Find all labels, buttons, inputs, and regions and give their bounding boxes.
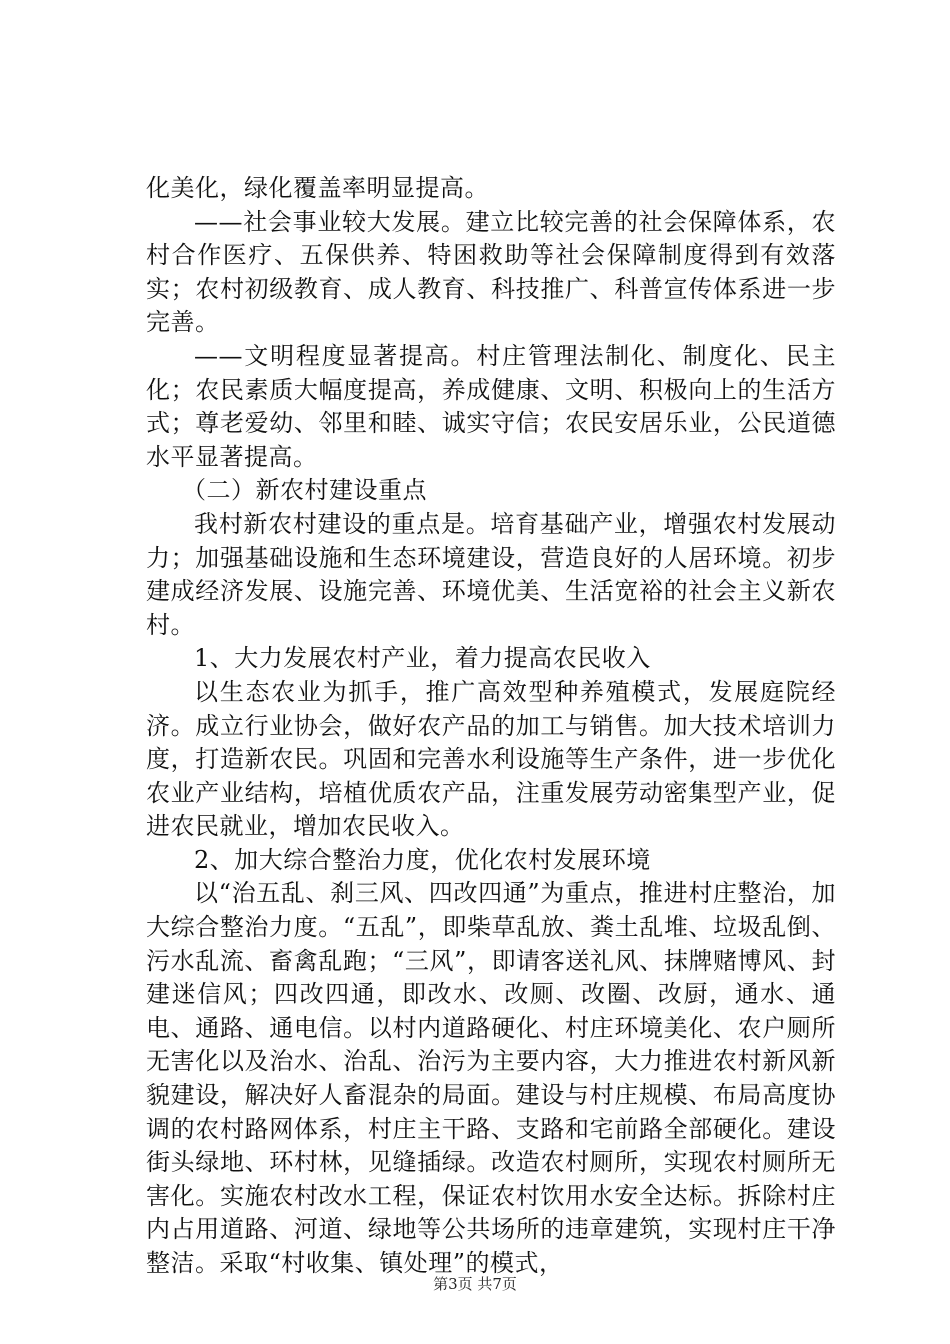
paragraph-continuation: 化美化，绿化覆盖率明显提高。 (146, 174, 489, 202)
subheading-develop-industry: 1、大力发展农村产业，着力提高农民收入 (194, 644, 651, 673)
paragraph-rectification-details: 以“治五乱、刹三风、四改四通”为重点，推进村庄整治，加大综合整治力度。“五乱”，即柴草乱放、粪土乱堆、垃圾乱倒、污水乱流、畜禽乱跑；“三风”，即请客送礼风、抹牌赌博风、封建迷信风；四改四通，即改水、改厕、改圈、改厨，通水、通电、通路、通电信。以村内道路硬化、村庄环境美化、农户厕所无害化以及治水、治乱、治污为主要内容，大力推进农村新风新貌建设，解决好人畜混杂的局面。建设与村庄规模、布局高度协调的农村路网体系，村庄主干路、支路和宅前路全部硬化。建设街头绿地、环村林，见缝插绿。改造农村厕所，实现农村厕所无害化。实施农村改水工程，保证农村饮用水安全达标。拆除村庄内占用道路、河道、绿地等公共场所的违章建筑，实现村庄干净整洁。采取“村收集、镇处理”的模式， (146, 879, 836, 1277)
page-number-footer: 第3页 共7页 (433, 1275, 517, 1293)
paragraph-ecological-agriculture: 以生态农业为抓手，推广高效型种养殖模式，发展庭院经济。成立行业协会，做好农产品的加工与销售。加大技术培训力度，打造新农民。巩固和完善水利设施等生产条件，进一步优化农业产业结构，培植优质农产品，注重发展劳动密集型产业，促进农民就业，增加农民收入。 (146, 677, 836, 841)
paragraph-construction-focus: 我村新农村建设的重点是。培育基础产业，增强农村发展动力；加强基础设施和生态环境建设，营造良好的人居环境。初步建成经济发展、设施完善、环境优美、生活宽裕的社会主义新农村。 (146, 509, 836, 639)
subheading-comprehensive-rectification: 2、加大综合整治力度，优化农村发展环境 (194, 845, 651, 874)
paragraph-social-undertakings: ——社会事业较大发展。建立比较完善的社会保障体系，农村合作医疗、五保供养、特困救助等社会保障制度得到有效落实；农村初级教育、成人教育、科技推广、科普宣传体系进一步完善。 (146, 207, 836, 337)
section-heading-construction-focus: （二）新农村建设重点 (182, 476, 427, 505)
document-body (146, 172, 836, 1281)
paragraph-civilization-level: ——文明程度显著提高。村庄管理法制化、制度化、民主化；农民素质大幅度提高，养成健康、文明、积极向上的生活方式；尊老爱幼、邻里和睦、诚实守信；农民安居乐业，公民道德水平显著提高。 (146, 341, 836, 471)
